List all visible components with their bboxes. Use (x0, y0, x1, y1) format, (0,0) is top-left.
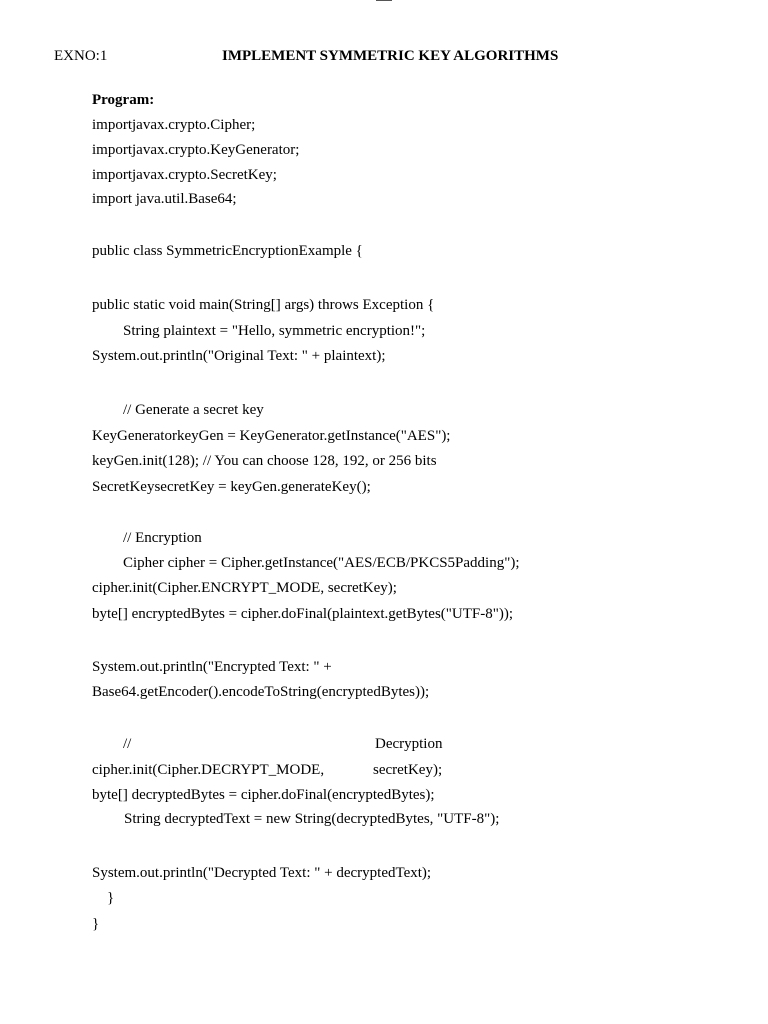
code-closing-brace: } (107, 890, 115, 906)
code-line: cipher.init(Cipher.DECRYPT_MODE, (92, 762, 325, 778)
code-line-continued: secretKey); (373, 762, 443, 778)
code-line: byte[] decryptedBytes = cipher.doFinal(encryptedBytes); (92, 787, 435, 803)
code-comment: // Generate a secret key (123, 402, 264, 418)
code-line: String plaintext = "Hello, symmetric encryption!"; (123, 323, 426, 339)
code-line: System.out.println("Encrypted Text: " + (92, 659, 332, 675)
code-line: Base64.getEncoder().encodeToString(encryptedBytes)); (92, 684, 430, 700)
document-title: IMPLEMENT SYMMETRIC KEY ALGORITHMS (222, 48, 559, 64)
code-comment: // Encryption (123, 530, 202, 546)
code-line: importjavax.crypto.Cipher; (92, 117, 256, 133)
program-label: Program: (92, 92, 155, 108)
code-line: System.out.println("Decrypted Text: " + decryptedText); (92, 865, 432, 881)
code-line: import java.util.Base64; (92, 191, 237, 207)
code-line: Cipher cipher = Cipher.getInstance("AES/ECB/PKCS5Padding"); (123, 555, 520, 571)
code-closing-brace: } (92, 916, 100, 932)
code-line: public class SymmetricEncryptionExample { (92, 243, 363, 259)
exercise-number: EXNO:1 (54, 48, 108, 64)
code-line: cipher.init(Cipher.ENCRYPT_MODE, secretKey); (92, 580, 397, 596)
code-line: byte[] encryptedBytes = cipher.doFinal(plaintext.getBytes("UTF-8")); (92, 606, 514, 622)
code-line: SecretKeysecretKey = keyGen.generateKey(); (92, 479, 371, 495)
code-line: importjavax.crypto.SecretKey; (92, 167, 277, 183)
code-line: String decryptedText = new String(decryptedBytes, "UTF-8"); (124, 811, 500, 827)
code-line: KeyGeneratorkeyGen = KeyGenerator.getInstance("AES"); (92, 428, 451, 444)
code-line: importjavax.crypto.KeyGenerator; (92, 142, 300, 158)
code-line: public static void main(String[] args) throws Exception { (92, 297, 435, 313)
code-comment-slashes: // (123, 736, 132, 752)
code-line: keyGen.init(128); // You can choose 128, 192, or 256 bits (92, 453, 437, 469)
code-line: System.out.println("Original Text: " + plaintext); (92, 348, 386, 364)
page-top-mark (376, 0, 392, 1)
code-comment-text: Decryption (375, 736, 443, 752)
